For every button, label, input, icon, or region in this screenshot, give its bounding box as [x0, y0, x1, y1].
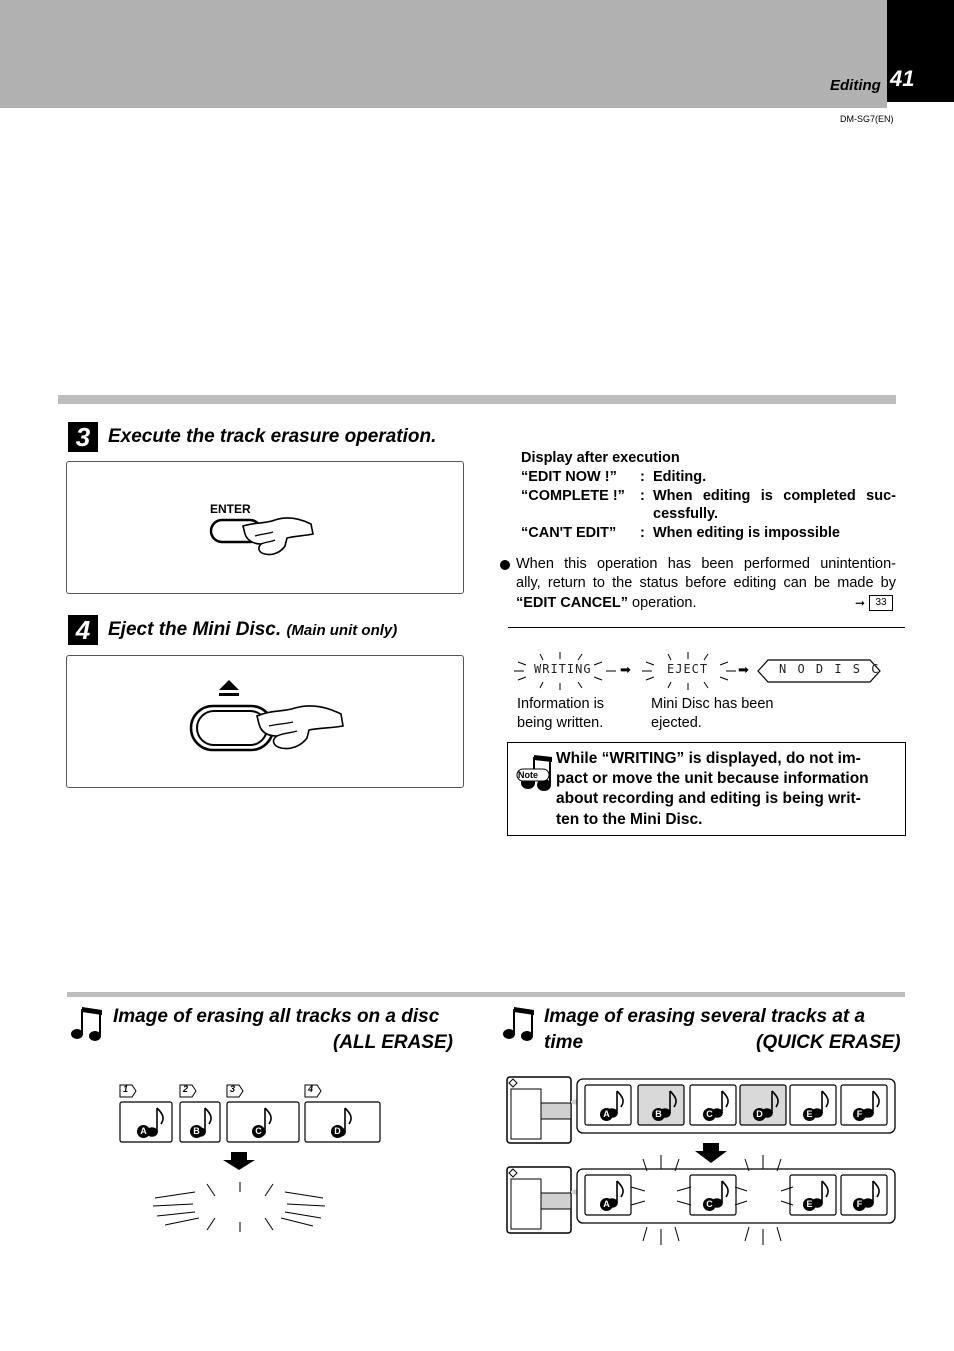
display-row-sep: :	[640, 525, 645, 541]
document-code: DM-SG7(EN)	[840, 114, 894, 124]
step-4-title-main: Eject the Mini Disc.	[108, 619, 282, 640]
divider-line	[508, 627, 905, 628]
note-line: While “WRITING” is displayed, do not im-	[556, 750, 861, 767]
note-line: pact or move the unit because information	[556, 770, 869, 787]
display-row-sep: :	[640, 469, 645, 485]
note-line: ten to the Mini Disc.	[556, 811, 703, 828]
caption-eject-line1: Mini Disc has been	[651, 696, 774, 712]
display-row-sep: :	[640, 488, 645, 504]
display-row-desc: Editing.	[653, 469, 707, 485]
section-rule-bottom	[67, 992, 905, 997]
all-erase-diagram	[115, 1080, 385, 1240]
page-reference-book-icon: 33	[869, 595, 893, 611]
page-number: 41	[890, 66, 915, 91]
bullet-dot	[500, 560, 510, 570]
bullet-text-line1: When this operation has been performed unintention-	[516, 556, 896, 572]
display-row-msg: “CAN'T EDIT”	[521, 525, 617, 541]
no-disc-display-text: N O D I S C	[779, 662, 881, 676]
caption-eject-line2: ejected.	[651, 715, 702, 731]
quick-erase-title-line2b: (QUICK ERASE)	[756, 1032, 901, 1053]
quick-erase-title-line1: Image of erasing several tracks at a	[544, 1006, 866, 1027]
caption-writing-line1: Information is	[517, 696, 605, 712]
track-letter-badge: B	[652, 1108, 665, 1121]
track-letter-badge: E	[803, 1108, 816, 1121]
track-letter-badge: D	[753, 1108, 766, 1121]
track-letter-badge: A	[600, 1108, 613, 1121]
note-box	[507, 742, 906, 836]
track-letter-badge: C	[252, 1125, 265, 1138]
track-letter-badge: D	[331, 1125, 344, 1138]
reference-arrow-icon: ➞	[855, 596, 866, 610]
display-row-desc-continued: cessfully.	[653, 506, 719, 522]
step-4-title-suffix: (Main unit only)	[286, 622, 398, 639]
note-line: about recording and editing is being writ-	[556, 790, 861, 807]
step-3-title: Execute the track erasure operation.	[108, 426, 437, 447]
track-letter-badge: E	[803, 1198, 816, 1211]
track-letter-badge: F	[853, 1198, 866, 1211]
section-rule-top	[58, 395, 896, 404]
edit-cancel-label: “EDIT CANCEL”	[516, 595, 628, 611]
music-note-icon	[502, 1005, 538, 1043]
bullet-text-end: operation.	[632, 595, 697, 611]
enter-button-press-icon	[203, 514, 323, 574]
writing-display-text: WRITING	[534, 662, 592, 676]
sequence-arrow-icon: ➡	[620, 662, 631, 677]
display-row-msg: “COMPLETE !”	[521, 488, 625, 504]
step-4-badge: 4	[68, 615, 98, 645]
eject-display-text: EJECT	[667, 662, 709, 676]
all-erase-title-line1: Image of erasing all tracks on a disc	[113, 1006, 440, 1027]
quick-erase-title-line2a: time	[544, 1032, 584, 1053]
track-letter-badge: B	[190, 1125, 203, 1138]
track-number: 3	[230, 1084, 236, 1094]
track-letter-badge: C	[703, 1198, 716, 1211]
track-letter-badge: C	[703, 1108, 716, 1121]
track-letter-badge: F	[853, 1108, 866, 1121]
step-3-badge: 3	[68, 422, 98, 452]
all-erase-title-line2: (ALL ERASE)	[333, 1032, 453, 1053]
bullet-text-line3	[516, 594, 697, 614]
caption-writing-line2: being written.	[517, 715, 604, 731]
eject-button-press-icon	[187, 676, 357, 776]
sequence-arrow-icon: ➡	[738, 662, 749, 677]
track-number: 2	[183, 1084, 189, 1094]
enter-button-label: ENTER	[210, 502, 251, 516]
display-row-desc: When editing is completed suc-	[653, 488, 896, 504]
section-label: Editing	[830, 77, 881, 94]
display-row-desc: When editing is impossible	[653, 525, 840, 541]
display-row-msg: “EDIT NOW !”	[521, 469, 617, 485]
step-4-illustration-panel	[66, 655, 464, 788]
note-icon-label: Note	[518, 770, 538, 780]
track-letter-badge: A	[600, 1198, 613, 1211]
music-note-icon	[70, 1005, 106, 1043]
step-4-title	[108, 619, 397, 641]
step-3-illustration-panel	[66, 461, 464, 594]
track-letter-badge: A	[137, 1125, 150, 1138]
header-band	[0, 0, 887, 108]
track-number: 1	[123, 1084, 129, 1094]
track-number: 4	[308, 1084, 314, 1094]
bullet-text-line2: ally, return to the status before editing can be made by	[516, 575, 896, 591]
display-info-heading: Display after execution	[521, 450, 680, 466]
quick-erase-diagram	[505, 1075, 899, 1247]
